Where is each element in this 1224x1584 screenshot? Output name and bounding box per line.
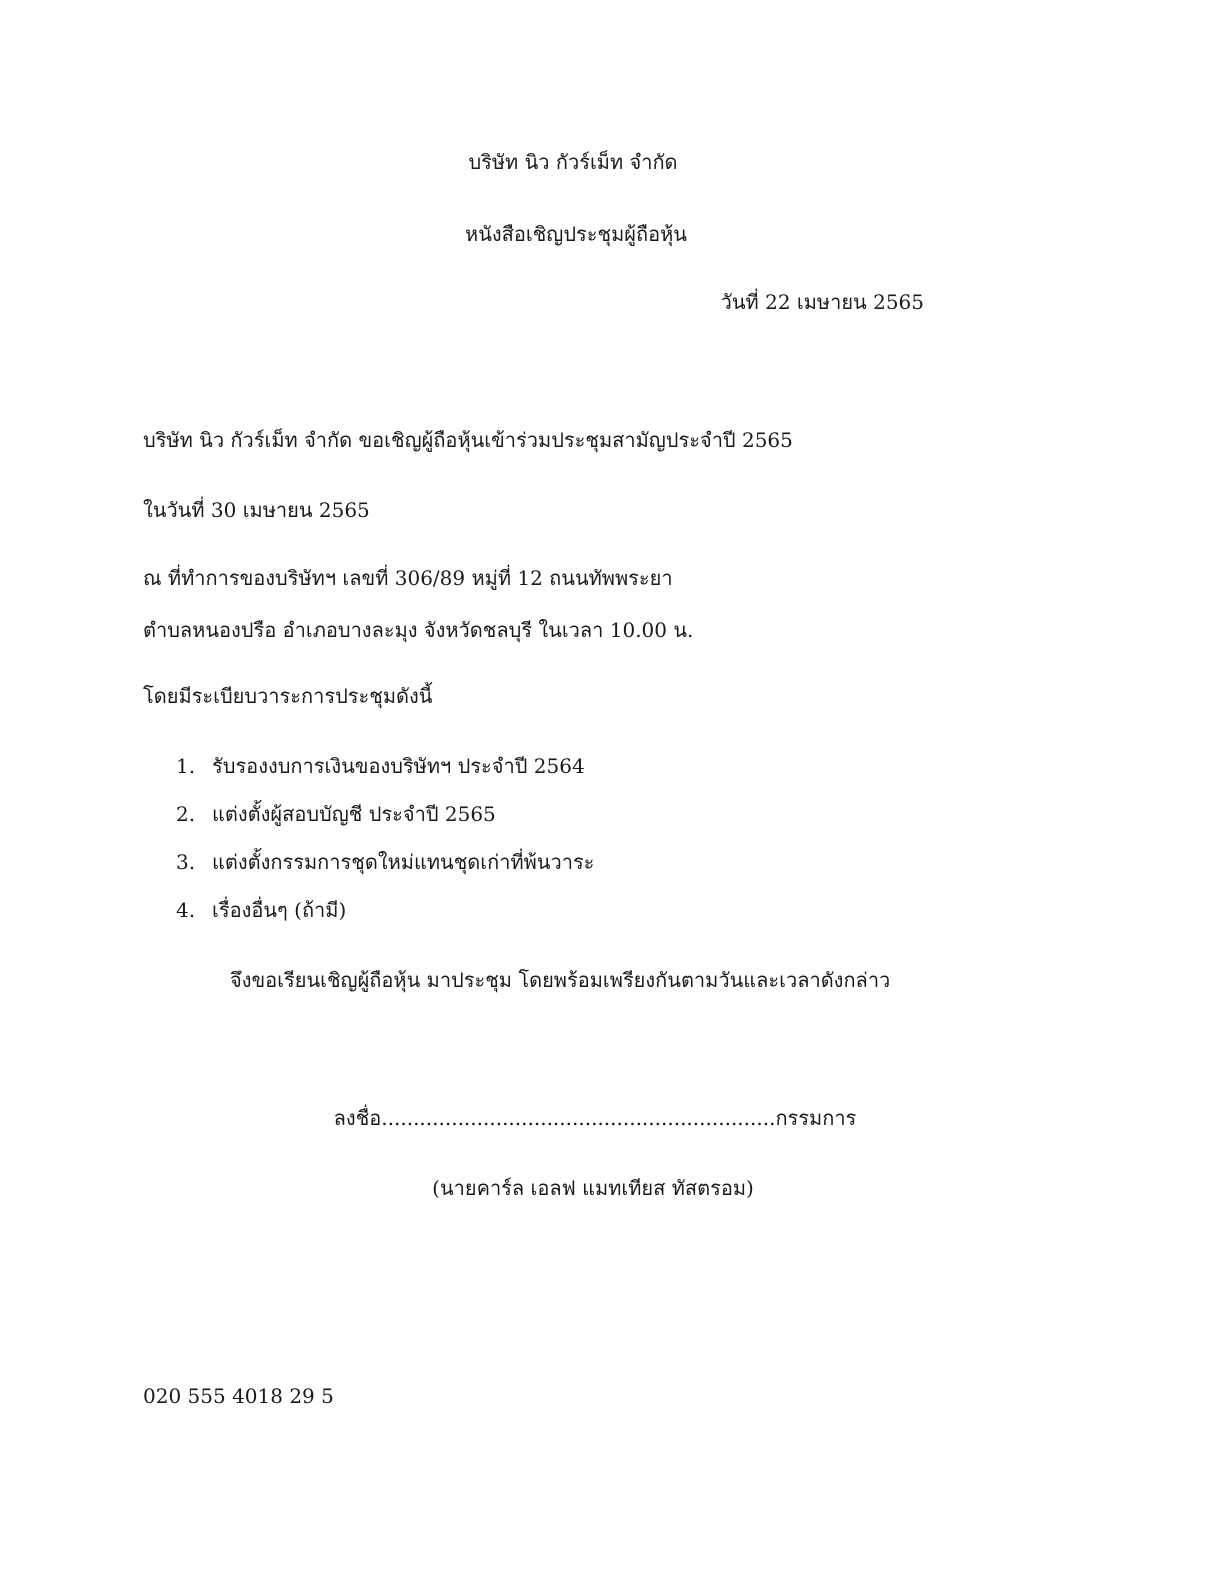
agenda-item-text: แต่งตั้งผู้สอบบัญชี ประจำปี 2565: [212, 802, 496, 826]
agenda-item: [176, 752, 594, 800]
signer-name: (นายคาร์ล เอลฟ แมทเทียส ทัสตรอม): [432, 1176, 754, 1200]
agenda-item: [176, 896, 594, 944]
agenda-item: [176, 800, 594, 848]
document-title: หนังสือเชิญประชุมผู้ถือหุ้น: [465, 222, 687, 246]
agenda-item-number: 1.: [176, 754, 196, 778]
invitation-intro: บริษัท นิว กัวร์เม็ท จำกัด ขอเชิญผู้ถือหุ้นเข้าร่วมประชุมสามัญประจำปี 2565: [143, 428, 793, 452]
agenda-heading: โดยมีระเบียบวาระการประชุมดังนี้: [143, 684, 433, 708]
closing-statement: จึงขอเรียนเชิญผู้ถือหุ้น มาประชุม โดยพร้อมเพรียงกันตามวันและเวลาดังกล่าว: [230, 968, 891, 992]
agenda-item-text: รับรองงบการเงินของบริษัทฯ ประจำปี 2564: [212, 754, 585, 778]
agenda-item: [176, 848, 594, 896]
agenda-item-number: 2.: [176, 802, 196, 826]
company-name: บริษัท นิว กัวร์เม็ท จำกัด: [468, 150, 678, 174]
meeting-venue-line-1: ณ ที่ทำการของบริษัทฯ เลขที่ 306/89 หมู่ที่ 12 ถนนทัพพระยา: [143, 566, 673, 590]
meeting-date: ในวันที่ 30 เมษายน 2565: [143, 498, 370, 522]
document-date: วันที่ 22 เมษายน 2565: [720, 290, 924, 314]
agenda-item-text: เรื่องอื่นๆ (ถ้ามี): [212, 898, 347, 922]
agenda-list: [176, 752, 594, 944]
agenda-item-number: 4.: [176, 898, 196, 922]
agenda-item-number: 3.: [176, 850, 196, 874]
signature-line: ลงชื่อ..............................................................กรรมการ: [333, 1106, 857, 1130]
meeting-venue-line-2: ตำบลหนองปรือ อำเภอบางละมุง จังหวัดชลบุรี ในเวลา 10.00 น.: [143, 618, 694, 642]
registration-number: 020 555 4018 29 5: [143, 1384, 334, 1408]
agenda-item-text: แต่งตั้งกรรมการชุดใหม่แทนชุดเก่าที่พ้นวาระ: [212, 850, 595, 874]
